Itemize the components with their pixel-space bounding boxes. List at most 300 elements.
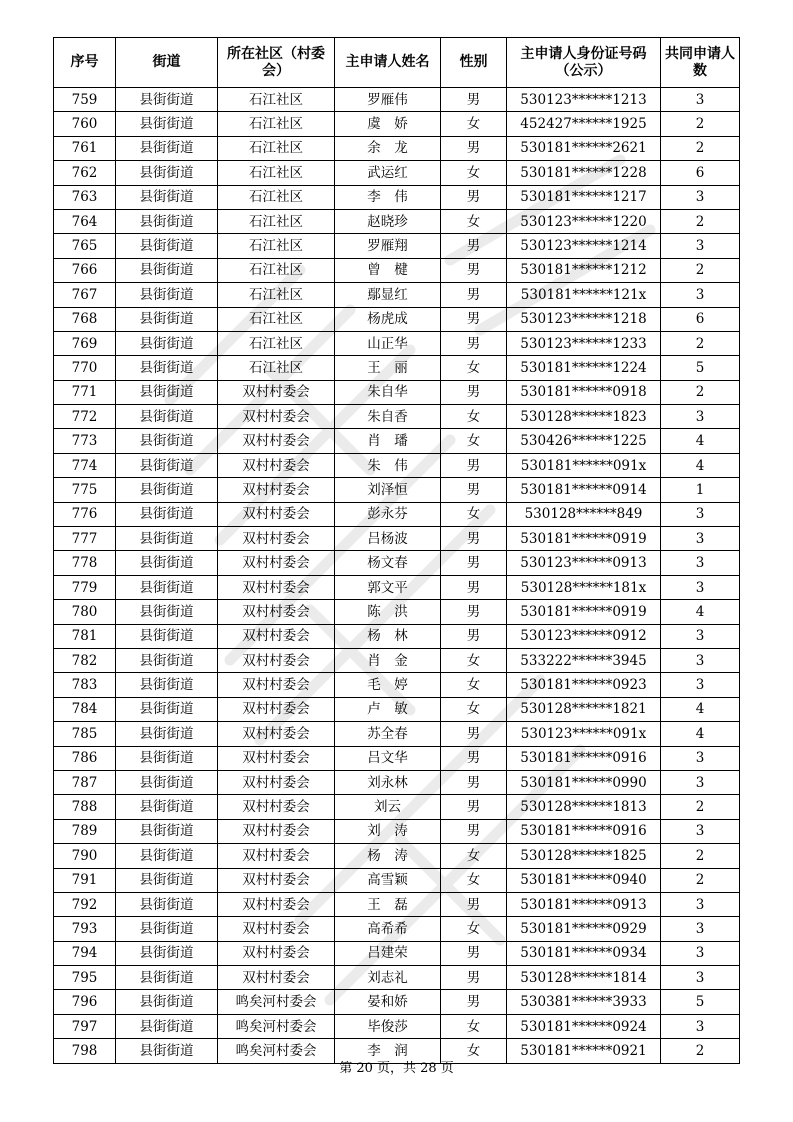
id-number-cell: 530128******181x (507, 575, 661, 599)
street-cell: 县街街道 (116, 234, 218, 258)
gender-cell: 男 (441, 770, 507, 794)
serial-number-cell: 784 (54, 697, 116, 721)
gender-cell: 女 (441, 868, 507, 892)
id-number-cell: 452427******1925 (507, 112, 661, 136)
serial-number-cell: 791 (54, 868, 116, 892)
id-number-cell: 530181******0918 (507, 380, 661, 404)
table-row (54, 941, 740, 965)
community-cell: 双村村委会 (218, 917, 335, 941)
street-cell: 县街街道 (116, 502, 218, 526)
serial-number-cell: 759 (54, 88, 116, 112)
gender-cell: 男 (441, 941, 507, 965)
applicant-name-cell: 陈 洪 (335, 600, 441, 624)
header-gender: 性别 (441, 38, 507, 88)
serial-number-cell: 796 (54, 990, 116, 1014)
co-applicant-count-cell: 3 (661, 648, 740, 672)
table-row (54, 283, 740, 307)
applicant-name-cell: 杨 林 (335, 624, 441, 648)
street-cell: 县街街道 (116, 722, 218, 746)
id-number-cell: 530123******1214 (507, 234, 661, 258)
table-row (54, 234, 740, 258)
table-row (54, 478, 740, 502)
table-row (54, 502, 740, 526)
street-cell: 县街街道 (116, 844, 218, 868)
gender-cell: 女 (441, 429, 507, 453)
community-cell: 双村村委会 (218, 453, 335, 477)
table-row (54, 356, 740, 380)
applicant-name-cell: 杨 涛 (335, 844, 441, 868)
table-row (54, 892, 740, 916)
header-community: 所在社区（村委会） (218, 38, 335, 88)
id-number-cell: 530181******0916 (507, 746, 661, 770)
id-number-cell: 530181******1212 (507, 258, 661, 282)
community-cell: 石江社区 (218, 283, 335, 307)
table-row (54, 551, 740, 575)
applicant-name-cell: 刘泽恒 (335, 478, 441, 502)
gender-cell: 女 (441, 1014, 507, 1038)
gender-cell: 女 (441, 648, 507, 672)
applicant-name-cell: 朱自香 (335, 405, 441, 429)
community-cell: 石江社区 (218, 209, 335, 233)
community-cell: 双村村委会 (218, 600, 335, 624)
id-number-cell: 530181******0934 (507, 941, 661, 965)
co-applicant-count-cell: 3 (661, 966, 740, 990)
street-cell: 县街街道 (116, 478, 218, 502)
co-applicant-count-cell: 3 (661, 185, 740, 209)
id-number-cell: 530123******0913 (507, 551, 661, 575)
co-applicant-count-cell: 3 (661, 770, 740, 794)
community-cell: 鸣矣河村委会 (218, 1014, 335, 1038)
co-applicant-count-cell: 4 (661, 697, 740, 721)
street-cell: 县街街道 (116, 429, 218, 453)
street-cell: 县街街道 (116, 527, 218, 551)
co-applicant-count-cell: 5 (661, 990, 740, 1014)
id-number-cell: 530181******1217 (507, 185, 661, 209)
street-cell: 县街街道 (116, 819, 218, 843)
community-cell: 双村村委会 (218, 405, 335, 429)
id-number-cell: 530123******1220 (507, 209, 661, 233)
applicant-name-cell: 刘云 (335, 795, 441, 819)
co-applicant-count-cell: 3 (661, 917, 740, 941)
applicant-name-cell: 鄢显红 (335, 283, 441, 307)
table-row (54, 527, 740, 551)
community-cell: 双村村委会 (218, 697, 335, 721)
street-cell: 县街街道 (116, 551, 218, 575)
applicant-name-cell: 李 伟 (335, 185, 441, 209)
table-row (54, 746, 740, 770)
table-row (54, 88, 740, 112)
serial-number-cell: 797 (54, 1014, 116, 1038)
street-cell: 县街街道 (116, 136, 218, 160)
serial-number-cell: 780 (54, 600, 116, 624)
co-applicant-count-cell: 3 (661, 673, 740, 697)
table-row (54, 917, 740, 941)
community-cell: 双村村委会 (218, 770, 335, 794)
table-row (54, 770, 740, 794)
serial-number-cell: 767 (54, 283, 116, 307)
street-cell: 县街街道 (116, 990, 218, 1014)
applicant-name-cell: 吕杨波 (335, 527, 441, 551)
serial-number-cell: 783 (54, 673, 116, 697)
community-cell: 石江社区 (218, 161, 335, 185)
serial-number-cell: 795 (54, 966, 116, 990)
street-cell: 县街街道 (116, 966, 218, 990)
serial-number-cell: 794 (54, 941, 116, 965)
gender-cell: 女 (441, 161, 507, 185)
gender-cell: 女 (441, 1039, 507, 1063)
header-applicant-name: 主申请人姓名 (335, 38, 441, 88)
applicant-name-cell: 刘志礼 (335, 966, 441, 990)
gender-cell: 女 (441, 673, 507, 697)
co-applicant-count-cell: 4 (661, 600, 740, 624)
community-cell: 石江社区 (218, 258, 335, 282)
table-row (54, 380, 740, 404)
gender-cell: 女 (441, 405, 507, 429)
id-number-cell: 530181******0924 (507, 1014, 661, 1038)
gender-cell: 男 (441, 478, 507, 502)
co-applicant-count-cell: 4 (661, 429, 740, 453)
applicant-name-cell: 刘永林 (335, 770, 441, 794)
table-row (54, 673, 740, 697)
street-cell: 县街街道 (116, 380, 218, 404)
street-cell: 县街街道 (116, 453, 218, 477)
table-row (54, 331, 740, 355)
applicant-name-cell: 余 龙 (335, 136, 441, 160)
serial-number-cell: 782 (54, 648, 116, 672)
gender-cell: 男 (441, 551, 507, 575)
applicant-name-cell: 武运红 (335, 161, 441, 185)
table-row (54, 868, 740, 892)
table-row (54, 795, 740, 819)
street-cell: 县街街道 (116, 795, 218, 819)
table-row (54, 648, 740, 672)
table-row (54, 185, 740, 209)
table-row (54, 161, 740, 185)
gender-cell: 男 (441, 746, 507, 770)
gender-cell: 男 (441, 819, 507, 843)
applicant-name-cell: 曾 楗 (335, 258, 441, 282)
applicant-table (53, 37, 740, 1064)
serial-number-cell: 781 (54, 624, 116, 648)
co-applicant-count-cell: 2 (661, 844, 740, 868)
street-cell: 县街街道 (116, 624, 218, 648)
gender-cell: 男 (441, 331, 507, 355)
applicant-name-cell: 肖 璠 (335, 429, 441, 453)
applicant-name-cell: 李 润 (335, 1039, 441, 1063)
community-cell: 鸣矣河村委会 (218, 1039, 335, 1063)
co-applicant-count-cell: 3 (661, 892, 740, 916)
id-number-cell: 530128******1821 (507, 697, 661, 721)
serial-number-cell: 772 (54, 405, 116, 429)
community-cell: 双村村委会 (218, 429, 335, 453)
id-number-cell: 530181******2621 (507, 136, 661, 160)
street-cell: 县街街道 (116, 648, 218, 672)
gender-cell: 男 (441, 990, 507, 1014)
id-number-cell: 530181******1228 (507, 161, 661, 185)
table-row (54, 1014, 740, 1038)
street-cell: 县街街道 (116, 673, 218, 697)
gender-cell: 男 (441, 307, 507, 331)
serial-number-cell: 762 (54, 161, 116, 185)
header-co-applicant-count: 共同申请人数 (661, 38, 740, 88)
table-row (54, 258, 740, 282)
applicant-name-cell: 卢 敏 (335, 697, 441, 721)
id-number-cell: 530128******1813 (507, 795, 661, 819)
id-number-cell: 530181******121x (507, 283, 661, 307)
community-cell: 双村村委会 (218, 673, 335, 697)
community-cell: 双村村委会 (218, 478, 335, 502)
community-cell: 双村村委会 (218, 551, 335, 575)
community-cell: 双村村委会 (218, 746, 335, 770)
street-cell: 县街街道 (116, 770, 218, 794)
co-applicant-count-cell: 5 (661, 356, 740, 380)
gender-cell: 男 (441, 136, 507, 160)
applicant-name-cell: 肖 金 (335, 648, 441, 672)
id-number-cell: 530181******0940 (507, 868, 661, 892)
applicant-name-cell: 杨文春 (335, 551, 441, 575)
co-applicant-count-cell: 3 (661, 283, 740, 307)
serial-number-cell: 790 (54, 844, 116, 868)
community-cell: 双村村委会 (218, 868, 335, 892)
gender-cell: 男 (441, 283, 507, 307)
street-cell: 县街街道 (116, 283, 218, 307)
community-cell: 双村村委会 (218, 722, 335, 746)
co-applicant-count-cell: 2 (661, 258, 740, 282)
co-applicant-count-cell: 3 (661, 746, 740, 770)
applicant-name-cell: 虞 娇 (335, 112, 441, 136)
co-applicant-count-cell: 2 (661, 331, 740, 355)
co-applicant-count-cell: 3 (661, 819, 740, 843)
applicant-name-cell: 罗雁伟 (335, 88, 441, 112)
applicant-name-cell: 山正华 (335, 331, 441, 355)
applicant-name-cell: 毕俊莎 (335, 1014, 441, 1038)
gender-cell: 男 (441, 258, 507, 282)
gender-cell: 女 (441, 844, 507, 868)
co-applicant-count-cell: 6 (661, 307, 740, 331)
table-row (54, 209, 740, 233)
applicant-name-cell: 彭永芬 (335, 502, 441, 526)
applicant-name-cell: 苏全春 (335, 722, 441, 746)
serial-number-cell: 785 (54, 722, 116, 746)
gender-cell: 男 (441, 234, 507, 258)
co-applicant-count-cell: 1 (661, 478, 740, 502)
community-cell: 石江社区 (218, 88, 335, 112)
community-cell: 双村村委会 (218, 648, 335, 672)
street-cell: 县街街道 (116, 1039, 218, 1063)
co-applicant-count-cell: 3 (661, 234, 740, 258)
serial-number-cell: 769 (54, 331, 116, 355)
table-row (54, 112, 740, 136)
community-cell: 双村村委会 (218, 966, 335, 990)
gender-cell: 男 (441, 575, 507, 599)
id-number-cell: 530128******849 (507, 502, 661, 526)
gender-cell: 男 (441, 722, 507, 746)
gender-cell: 男 (441, 185, 507, 209)
community-cell: 双村村委会 (218, 892, 335, 916)
applicant-name-cell: 罗雁翔 (335, 234, 441, 258)
co-applicant-count-cell: 2 (661, 380, 740, 404)
id-number-cell: 530381******3933 (507, 990, 661, 1014)
co-applicant-count-cell: 3 (661, 1014, 740, 1038)
gender-cell: 男 (441, 600, 507, 624)
community-cell: 双村村委会 (218, 795, 335, 819)
community-cell: 双村村委会 (218, 380, 335, 404)
applicant-name-cell: 郭文平 (335, 575, 441, 599)
id-number-cell: 530181******0923 (507, 673, 661, 697)
street-cell: 县街街道 (116, 941, 218, 965)
serial-number-cell: 763 (54, 185, 116, 209)
co-applicant-count-cell: 3 (661, 551, 740, 575)
id-number-cell: 530181******091x (507, 453, 661, 477)
co-applicant-count-cell: 3 (661, 527, 740, 551)
gender-cell: 女 (441, 209, 507, 233)
id-number-cell: 530181******0913 (507, 892, 661, 916)
table-row (54, 844, 740, 868)
street-cell: 县街街道 (116, 746, 218, 770)
street-cell: 县街街道 (116, 405, 218, 429)
applicant-name-cell: 高希希 (335, 917, 441, 941)
table-row (54, 429, 740, 453)
co-applicant-count-cell: 4 (661, 722, 740, 746)
street-cell: 县街街道 (116, 331, 218, 355)
id-number-cell: 530181******0914 (507, 478, 661, 502)
serial-number-cell: 761 (54, 136, 116, 160)
applicant-name-cell: 刘 涛 (335, 819, 441, 843)
serial-number-cell: 777 (54, 527, 116, 551)
id-number-cell: 530123******1218 (507, 307, 661, 331)
street-cell: 县街街道 (116, 600, 218, 624)
table-row (54, 819, 740, 843)
street-cell: 县街街道 (116, 917, 218, 941)
id-number-cell: 530181******1224 (507, 356, 661, 380)
id-number-cell: 530181******0916 (507, 819, 661, 843)
community-cell: 鸣矣河村委会 (218, 990, 335, 1014)
community-cell: 石江社区 (218, 234, 335, 258)
id-number-cell: 530426******1225 (507, 429, 661, 453)
gender-cell: 男 (441, 527, 507, 551)
street-cell: 县街街道 (116, 185, 218, 209)
gender-cell: 女 (441, 356, 507, 380)
applicant-name-cell: 晏和娇 (335, 990, 441, 1014)
gender-cell: 女 (441, 502, 507, 526)
applicant-name-cell: 赵晓珍 (335, 209, 441, 233)
community-cell: 石江社区 (218, 307, 335, 331)
serial-number-cell: 788 (54, 795, 116, 819)
gender-cell: 男 (441, 795, 507, 819)
street-cell: 县街街道 (116, 209, 218, 233)
id-number-cell: 530123******1213 (507, 88, 661, 112)
applicant-name-cell: 朱自华 (335, 380, 441, 404)
community-cell: 石江社区 (218, 112, 335, 136)
table-row (54, 990, 740, 1014)
serial-number-cell: 774 (54, 453, 116, 477)
id-number-cell: 530128******1823 (507, 405, 661, 429)
community-cell: 双村村委会 (218, 575, 335, 599)
table-row (54, 136, 740, 160)
id-number-cell: 530181******0929 (507, 917, 661, 941)
applicant-name-cell: 杨虎成 (335, 307, 441, 331)
co-applicant-count-cell: 3 (661, 502, 740, 526)
gender-cell: 男 (441, 453, 507, 477)
street-cell: 县街街道 (116, 697, 218, 721)
gender-cell: 男 (441, 966, 507, 990)
serial-number-cell: 760 (54, 112, 116, 136)
serial-number-cell: 789 (54, 819, 116, 843)
id-number-cell: 530181******0919 (507, 600, 661, 624)
co-applicant-count-cell: 4 (661, 453, 740, 477)
applicant-name-cell: 王 磊 (335, 892, 441, 916)
co-applicant-count-cell: 6 (661, 161, 740, 185)
street-cell: 县街街道 (116, 868, 218, 892)
street-cell: 县街街道 (116, 161, 218, 185)
id-number-cell: 530123******1233 (507, 331, 661, 355)
gender-cell: 女 (441, 917, 507, 941)
applicant-name-cell: 朱 伟 (335, 453, 441, 477)
street-cell: 县街街道 (116, 307, 218, 331)
community-cell: 双村村委会 (218, 844, 335, 868)
co-applicant-count-cell: 3 (661, 624, 740, 648)
id-number-cell: 530181******0921 (507, 1039, 661, 1063)
table-row (54, 624, 740, 648)
serial-number-cell: 775 (54, 478, 116, 502)
community-cell: 双村村委会 (218, 819, 335, 843)
serial-number-cell: 779 (54, 575, 116, 599)
community-cell: 双村村委会 (218, 527, 335, 551)
id-number-cell: 530123******091x (507, 722, 661, 746)
street-cell: 县街街道 (116, 1014, 218, 1038)
street-cell: 县街街道 (116, 88, 218, 112)
header-serial-number: 序号 (54, 38, 116, 88)
gender-cell: 女 (441, 697, 507, 721)
table-row (54, 307, 740, 331)
gender-cell: 男 (441, 624, 507, 648)
id-number-cell: 530123******0912 (507, 624, 661, 648)
id-number-cell: 530181******0990 (507, 770, 661, 794)
co-applicant-count-cell: 2 (661, 1039, 740, 1063)
id-number-cell: 530181******0919 (507, 527, 661, 551)
serial-number-cell: 787 (54, 770, 116, 794)
applicant-name-cell: 高雪颖 (335, 868, 441, 892)
serial-number-cell: 764 (54, 209, 116, 233)
co-applicant-count-cell: 3 (661, 575, 740, 599)
serial-number-cell: 776 (54, 502, 116, 526)
co-applicant-count-cell: 3 (661, 941, 740, 965)
gender-cell: 男 (441, 380, 507, 404)
applicant-name-cell: 吕文华 (335, 746, 441, 770)
gender-cell: 男 (441, 892, 507, 916)
serial-number-cell: 770 (54, 356, 116, 380)
co-applicant-count-cell: 3 (661, 88, 740, 112)
id-number-cell: 533222******3945 (507, 648, 661, 672)
id-number-cell: 530128******1814 (507, 966, 661, 990)
co-applicant-count-cell: 2 (661, 868, 740, 892)
header-id-number: 主申请人身份证号码（公示） (507, 38, 661, 88)
table-row (54, 697, 740, 721)
street-cell: 县街街道 (116, 892, 218, 916)
serial-number-cell: 766 (54, 258, 116, 282)
header-street: 街道 (116, 38, 218, 88)
community-cell: 石江社区 (218, 331, 335, 355)
community-cell: 双村村委会 (218, 502, 335, 526)
id-number-cell: 530128******1825 (507, 844, 661, 868)
table-row (54, 600, 740, 624)
applicant-name-cell: 吕建荣 (335, 941, 441, 965)
table-header-row (54, 38, 740, 88)
table-row (54, 722, 740, 746)
serial-number-cell: 771 (54, 380, 116, 404)
street-cell: 县街街道 (116, 258, 218, 282)
applicant-name-cell: 王 丽 (335, 356, 441, 380)
